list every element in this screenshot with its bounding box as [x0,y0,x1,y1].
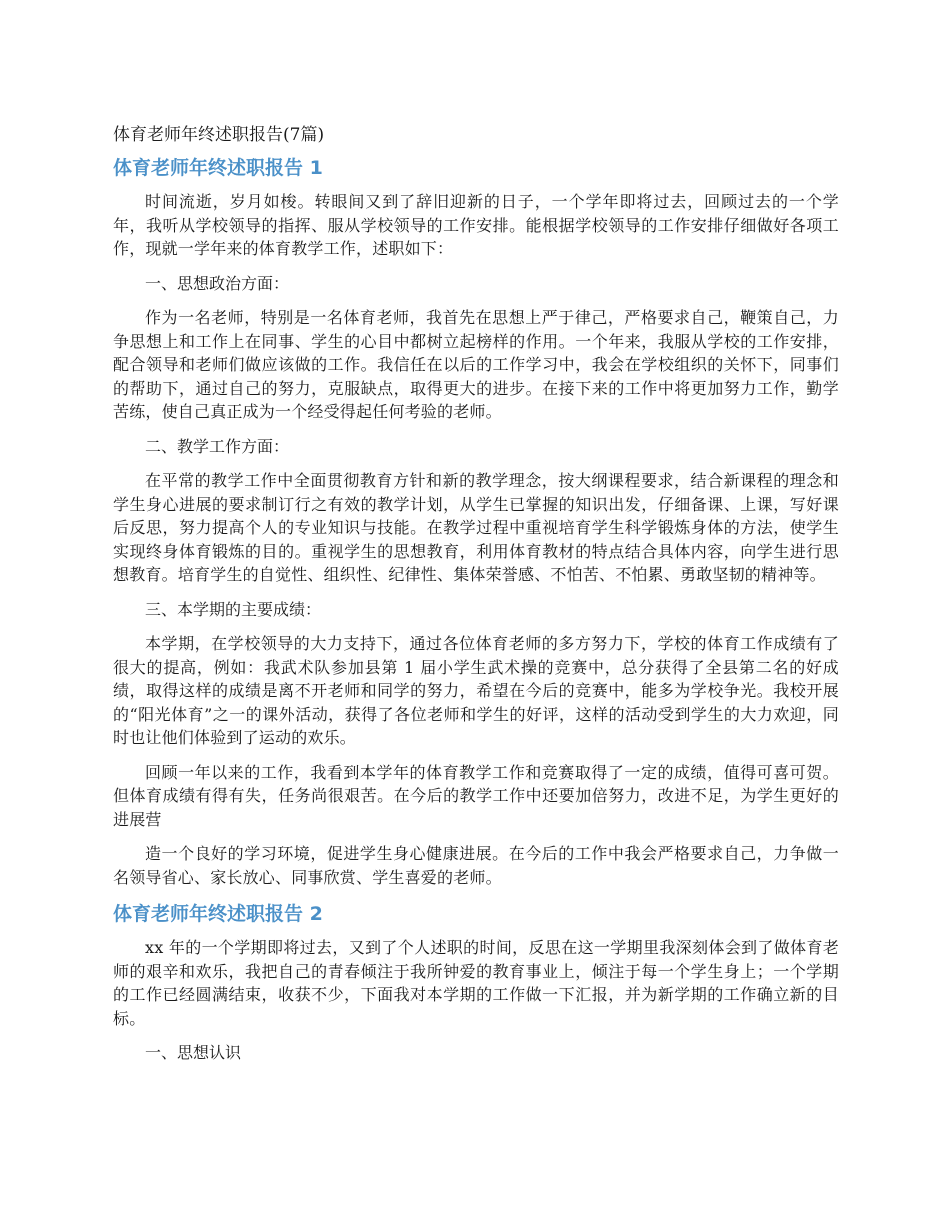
paragraph: 本学期，在学校领导的大力支持下，通过各位体育老师的多方努力下，学校的体育工作成绩有了很大的提高，例如：我武术队参加县第 1 届小学生武术操的竞赛中，总分获得了全县第二名的好成绩，取得这样的成绩是离不开老师和同学的努力，希望在今后的竞赛中，能多为学校争光。我校开展的“阳光体育”之一的课外活动，获得了各位老师和学生的好评，这样的活动受到学生的大力欢迎，同时也让他们体验到了运动的欢乐。 [113,634,839,747]
document-title: 体育老师年终述职报告(7篇) [113,125,325,145]
paragraph: 时间流逝，岁月如梭。转眼间又到了辞旧迎新的日子，一个学年即将过去，回顾过去的一个学年，我听从学校领导的指挥、服从学校领导的工作安排。能根据学校领导的工作安排仔细做好各项工作，现就一学年来的体育教学工作，述职如下： [113,192,839,258]
section-heading: 体育老师年终述职报告 1 [113,157,323,179]
paragraph: 作为一名老师，特别是一名体育老师，我首先在思想上严于律己，严格要求自己，鞭策自己，力争思想上和工作上在同事、学生的心目中都树立起榜样的作用。一个年来，我服从学校的工作安排，配合领导和老师们做应该做的工作。我信任在以后的工作学习中，我会在学校组织的关怀下，同事们的帮助下，通过自己的努力，克服缺点，取得更大的进步。在接下来的工作中将更加努力工作，勤学苦练，使自己真正成为一个经受得起任何考验的老师。 [113,308,839,421]
subheading: 一、思想政治方面： [145,273,290,293]
section-heading: 体育老师年终述职报告 2 [113,903,323,925]
section-2 [113,900,839,1065]
section-1 [113,154,839,889]
document-page [113,122,839,1076]
subheading: 一、思想认识 [145,1043,242,1062]
paragraph: 造一个良好的学习环境，促进学生身心健康进展。在今后的工作中我会严格要求自己，力争做一名领导省心、家长放心、同事欣赏、学生喜爱的老师。 [113,844,839,887]
paragraph: 回顾一年以来的工作，我看到本学年的体育教学工作和竞赛取得了一定的成绩，值得可喜可贺。但体育成绩有得有失，任务尚很艰苦。在今后的教学工作中还要加倍努力，改进不足，为学生更好的进展营 [113,762,839,829]
subheading: 三、本学期的主要成绩： [145,599,322,619]
paragraph: 在平常的教学工作中全面贯彻教育方针和新的教学理念，按大纲课程要求，结合新课程的理念和学生身心进展的要求制订行之有效的教学计划，从学生已掌握的知识出发，仔细备课、上课，写好课后反思，努力提高个人的专业知识与技能。在教学过程中重视培育学生科学锻炼身体的方法，使学生实现终身体育锻炼的目的。重视学生的思想教育，利用体育教材的特点结合具体内容，向学生进行思想教育。培育学生的自觉性、组织性、纪律性、集体荣誉感、不怕苦、不怕累、勇敢坚韧的精神等。 [113,471,839,584]
paragraph: xx 年的一个学期即将过去，又到了个人述职的时间，反思在这一学期里我深刻体会到了做体育老师的艰辛和欢乐，我把自己的青春倾注于我所钟爱的教育事业上，倾注于每一个学生身上；一个学期的工作已经圆满结束，收获不少，下面我对本学期的工作做一下汇报，并为新学期的工作确立新的目标。 [113,938,839,1028]
subheading: 二、教学工作方面： [145,436,290,456]
